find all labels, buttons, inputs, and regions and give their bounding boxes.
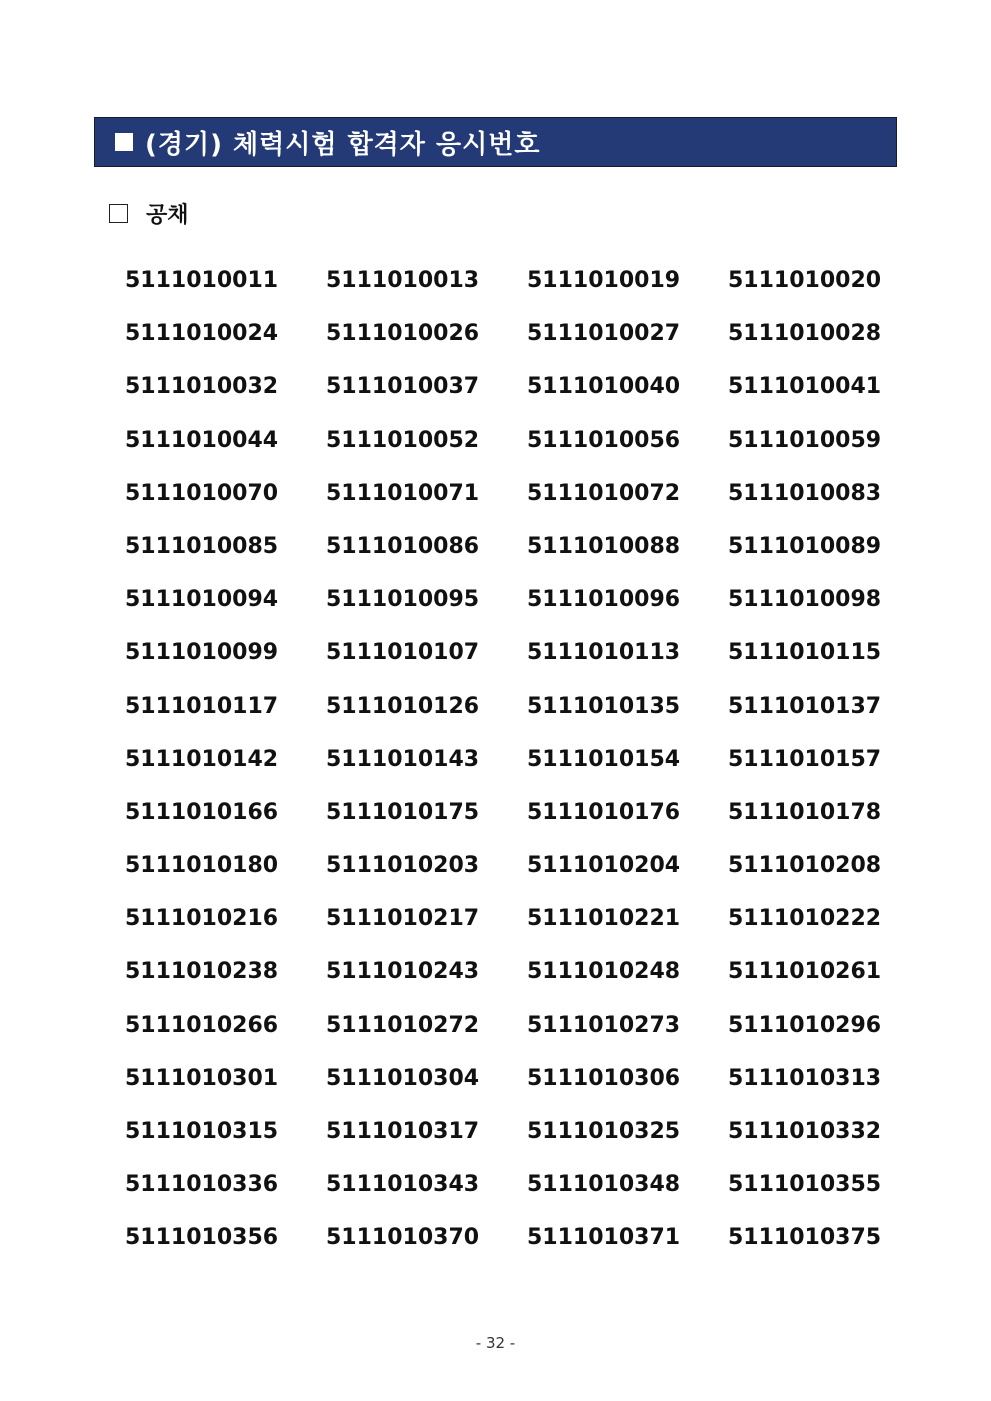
applicant-number: 5111010266 bbox=[125, 1012, 279, 1038]
applicant-number: 5111010011 bbox=[125, 268, 279, 293]
section-title-bar bbox=[94, 117, 897, 167]
applicant-number: 5111010315 bbox=[125, 1119, 279, 1144]
applicant-number: 5111010083 bbox=[728, 480, 882, 506]
applicant-number: 5111010180 bbox=[125, 853, 279, 879]
applicant-number: 5111010107 bbox=[326, 640, 480, 666]
applicant-number: 5111010261 bbox=[728, 959, 882, 985]
applicant-number: 5111010238 bbox=[125, 959, 279, 985]
applicant-number: 5111010019 bbox=[527, 268, 681, 293]
page-number: - 32 - bbox=[475, 1334, 516, 1352]
page-title: (경기) 체력시험 합격자 응시번호 bbox=[145, 129, 541, 160]
applicant-number: 5111010222 bbox=[728, 906, 882, 932]
applicant-number: 5111010154 bbox=[527, 746, 681, 772]
applicant-number: 5111010040 bbox=[527, 374, 681, 400]
applicant-number: 5111010085 bbox=[125, 533, 279, 559]
applicant-number: 5111010157 bbox=[728, 746, 882, 772]
applicant-number: 5111010296 bbox=[728, 1012, 882, 1038]
applicant-number: 5111010348 bbox=[527, 1172, 681, 1198]
applicant-number: 5111010166 bbox=[125, 799, 279, 825]
applicant-number: 5111010094 bbox=[125, 587, 279, 613]
applicant-number: 5111010317 bbox=[326, 1119, 480, 1144]
applicant-number: 5111010041 bbox=[728, 374, 882, 400]
applicant-number: 5111010096 bbox=[527, 587, 681, 613]
applicant-number: 5111010026 bbox=[326, 321, 480, 347]
category-heading bbox=[109, 198, 189, 229]
applicant-number: 5111010142 bbox=[125, 746, 279, 772]
applicant-number: 5111010027 bbox=[527, 321, 681, 347]
applicant-number: 5111010095 bbox=[326, 587, 480, 613]
applicant-number: 5111010117 bbox=[125, 693, 279, 719]
applicant-number: 5111010203 bbox=[326, 853, 480, 879]
applicant-number: 5111010126 bbox=[326, 693, 480, 719]
applicant-number: 5111010070 bbox=[125, 480, 279, 506]
applicant-number: 5111010301 bbox=[125, 1065, 279, 1091]
applicant-number: 5111010325 bbox=[527, 1119, 681, 1144]
applicant-number: 5111010143 bbox=[326, 746, 480, 772]
applicant-number: 5111010217 bbox=[326, 906, 480, 932]
applicant-number: 5111010175 bbox=[326, 799, 480, 825]
empty-square-icon bbox=[109, 204, 128, 223]
applicant-number: 5111010343 bbox=[326, 1172, 480, 1198]
applicant-number: 5111010037 bbox=[326, 374, 480, 400]
applicant-number: 5111010356 bbox=[125, 1225, 279, 1251]
applicant-number: 5111010115 bbox=[728, 640, 882, 666]
applicant-number: 5111010221 bbox=[527, 906, 681, 932]
applicant-number: 5111010135 bbox=[527, 693, 681, 719]
applicant-number: 5111010208 bbox=[728, 853, 882, 879]
applicant-number: 5111010099 bbox=[125, 640, 279, 666]
applicant-number: 5111010028 bbox=[728, 321, 882, 347]
applicant-number: 5111010032 bbox=[125, 374, 279, 400]
applicant-number: 5111010355 bbox=[728, 1172, 882, 1198]
applicant-number: 5111010313 bbox=[728, 1065, 882, 1091]
applicant-number: 5111010272 bbox=[326, 1012, 480, 1038]
applicant-number: 5111010098 bbox=[728, 587, 882, 613]
applicant-number: 5111010273 bbox=[527, 1012, 681, 1038]
applicant-number: 5111010178 bbox=[728, 799, 882, 825]
applicant-number: 5111010336 bbox=[125, 1172, 279, 1198]
applicant-number: 5111010088 bbox=[527, 533, 681, 559]
applicant-number: 5111010059 bbox=[728, 427, 882, 453]
applicant-number: 5111010071 bbox=[326, 480, 480, 506]
applicant-number: 5111010013 bbox=[326, 268, 480, 293]
applicant-number: 5111010248 bbox=[527, 959, 681, 985]
square-bullet-icon bbox=[115, 133, 133, 151]
applicant-number: 5111010176 bbox=[527, 799, 681, 825]
applicant-number: 5111010204 bbox=[527, 853, 681, 879]
applicant-number: 5111010072 bbox=[527, 480, 681, 506]
applicant-number: 5111010304 bbox=[326, 1065, 480, 1091]
applicant-number: 5111010052 bbox=[326, 427, 480, 453]
applicant-number: 5111010332 bbox=[728, 1119, 882, 1144]
applicant-number: 5111010137 bbox=[728, 693, 882, 719]
applicant-number: 5111010020 bbox=[728, 268, 882, 293]
category-label: 공채 bbox=[146, 203, 189, 228]
applicant-number: 5111010044 bbox=[125, 427, 279, 453]
applicant-number: 5111010086 bbox=[326, 533, 480, 559]
applicant-number: 5111010243 bbox=[326, 959, 480, 985]
applicant-number: 5111010371 bbox=[527, 1225, 681, 1251]
applicant-number: 5111010216 bbox=[125, 906, 279, 932]
applicant-number-grid bbox=[125, 258, 885, 1269]
applicant-number: 5111010375 bbox=[728, 1225, 882, 1251]
applicant-number: 5111010089 bbox=[728, 533, 882, 559]
applicant-number: 5111010306 bbox=[527, 1065, 681, 1091]
applicant-number: 5111010113 bbox=[527, 640, 681, 666]
applicant-number: 5111010370 bbox=[326, 1225, 480, 1251]
applicant-number: 5111010024 bbox=[125, 321, 279, 347]
applicant-number: 5111010056 bbox=[527, 427, 681, 453]
